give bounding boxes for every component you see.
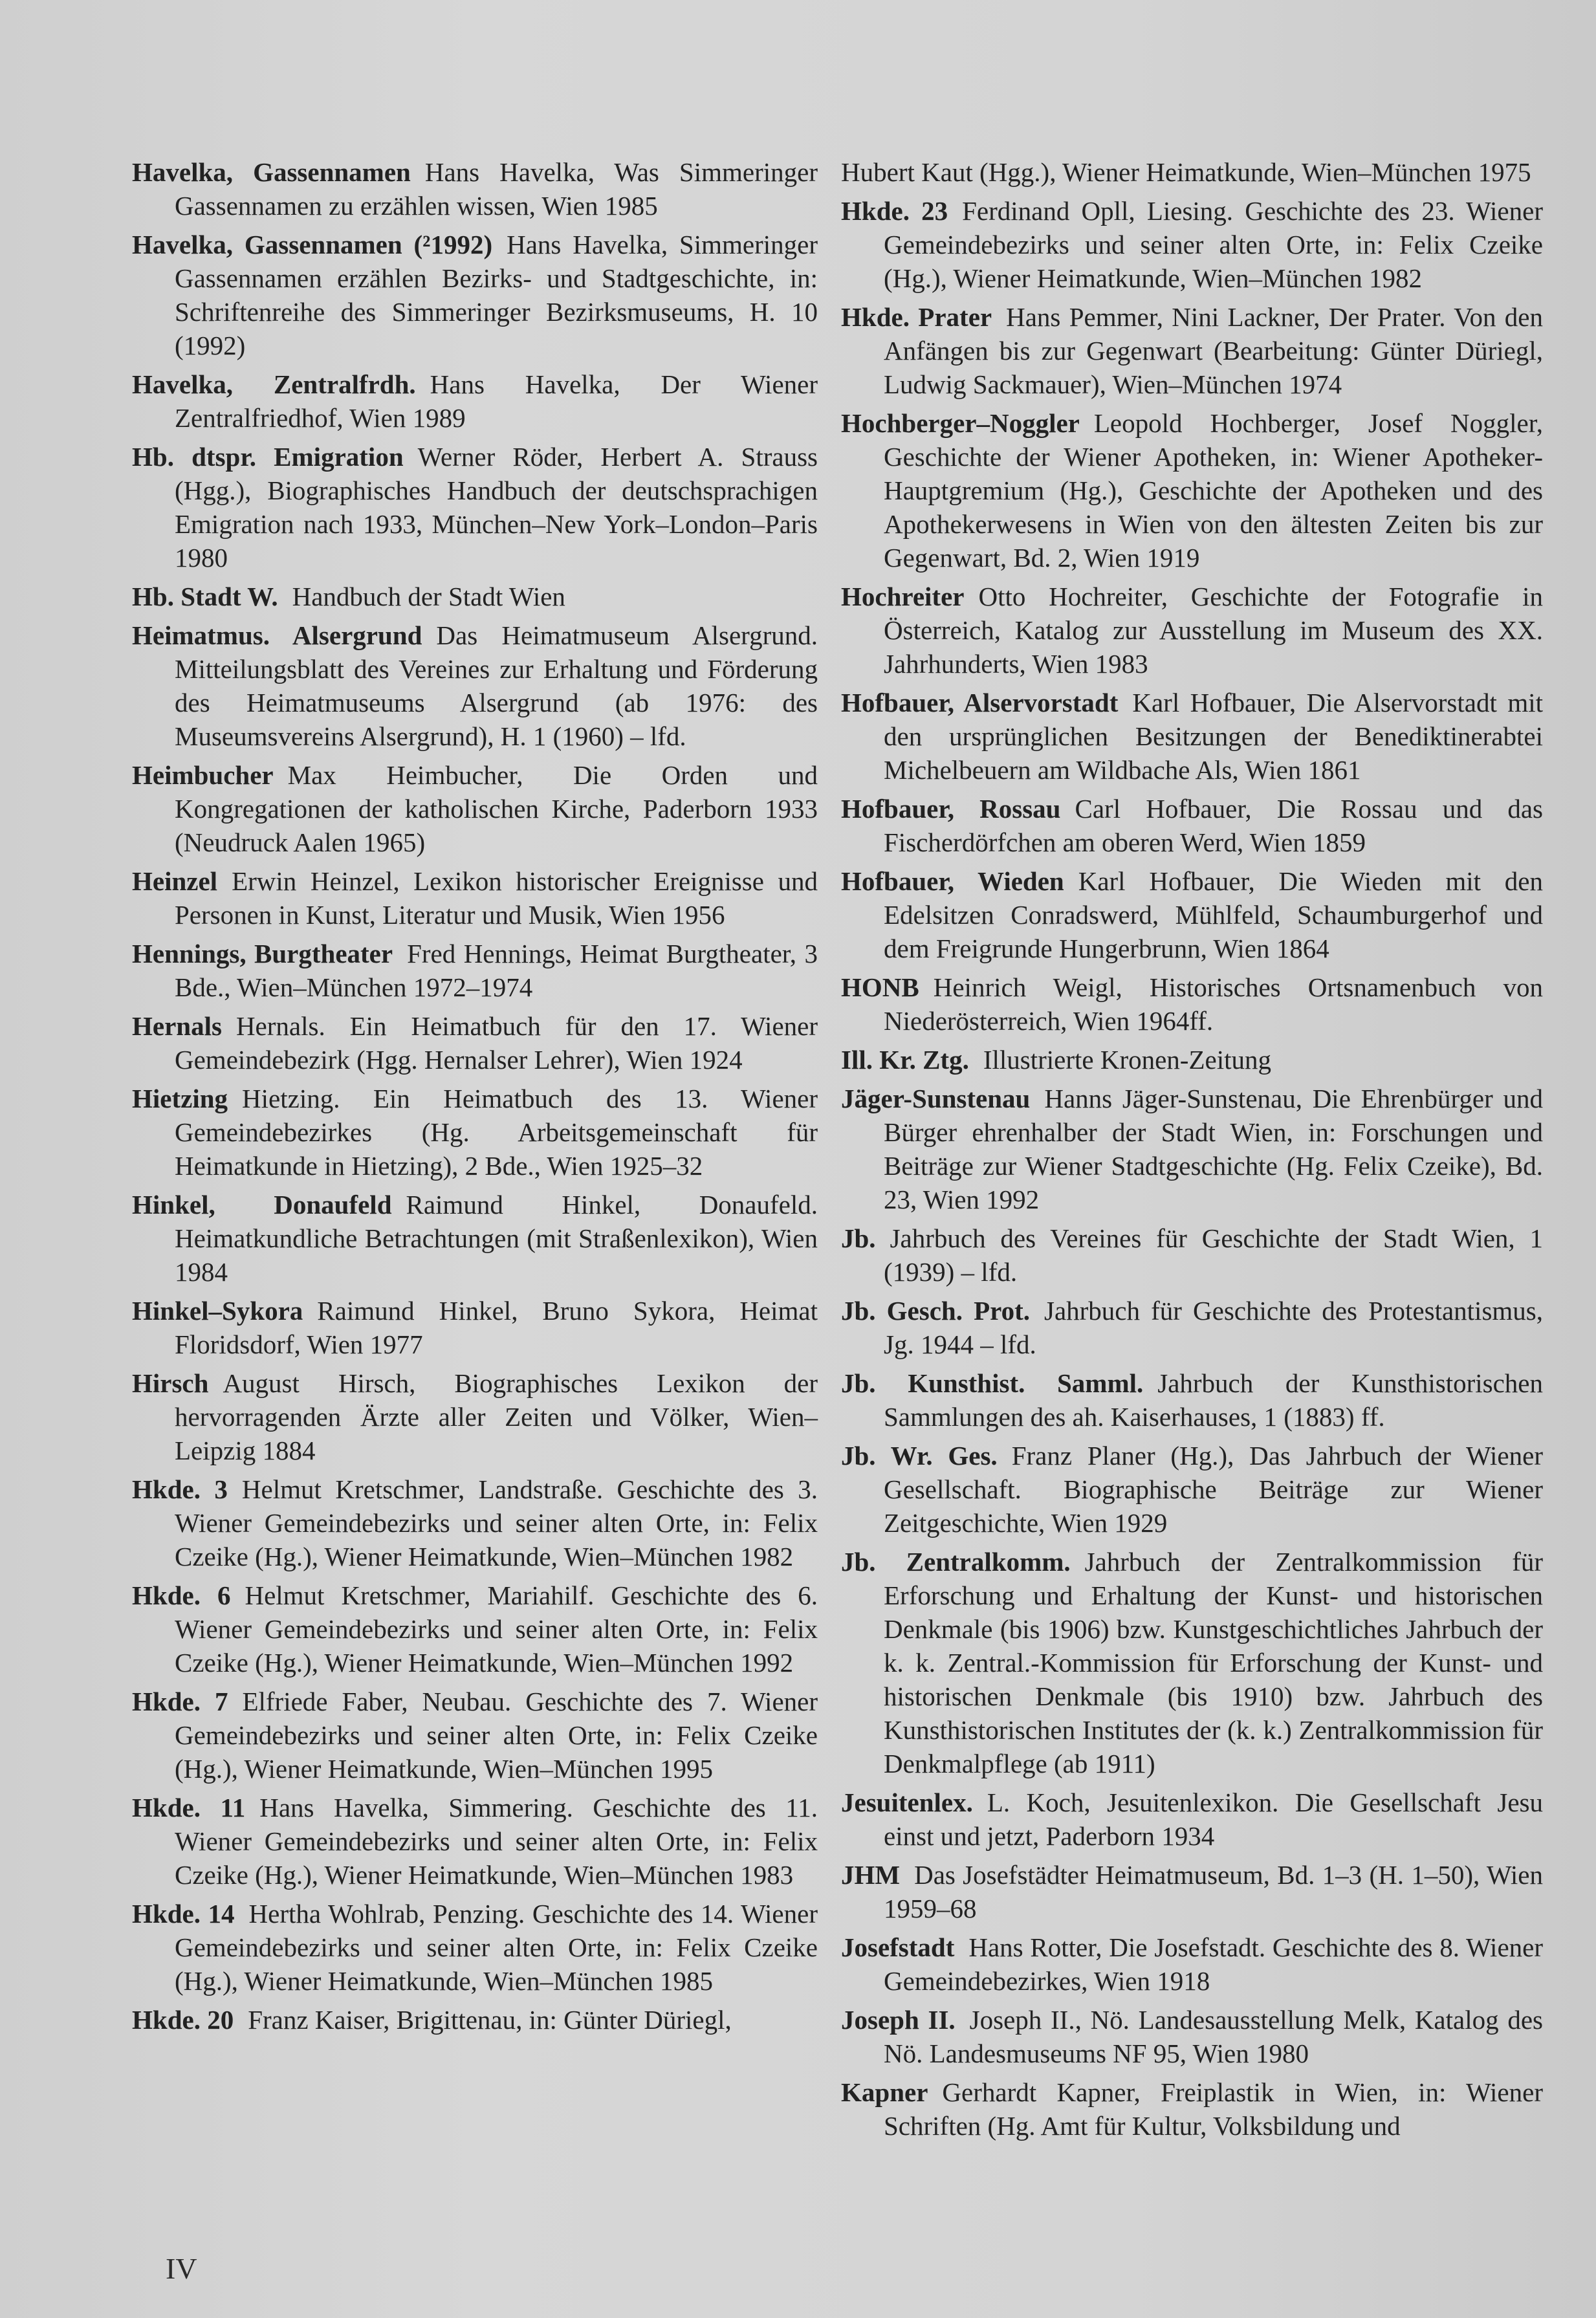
entry-citation: Hanns Jäger-Sunstenau, Die Ehrenbürger und Bürger ehrenhalber der Stadt Wien, in: Forschungen und Beiträge zur Wiener Stadtgeschichte (Hg. Felix Czeike), Bd. 23, Wien 1992 (884, 1084, 1543, 1214)
entry-abbreviation: Hennings, Burgtheater (132, 939, 393, 968)
bibliography-entry (132, 580, 818, 613)
entry-abbreviation: Hofbauer, Alservorstadt (841, 688, 1119, 717)
entry-citation: L. Koch, Jesuitenlexikon. Die Gesellschaft Jesu einst und jetzt, Paderborn 1934 (884, 1788, 1543, 1851)
bibliography-entry (841, 406, 1543, 574)
entry-abbreviation: Heinzel (132, 866, 218, 896)
entry-citation: Jahrbuch der Zentralkommission für Erforschung und Erhaltung der Kunst- und historischen Denkmale (bis 1906) bzw. Kunstgeschichtliches Jahrbuch der k. k. Zentral.-Kommission für Erforschung der Kunst- und historischen Denkmale (bis 1910) bzw. Jahrbuch des Kunsthistorischen Institutes der (k. k.) Zentralkommission für Denkmalpflege (ab 1911) (884, 1547, 1544, 1778)
bibliography-entry (841, 1294, 1543, 1361)
entry-abbreviation: Joseph II. (841, 2005, 956, 2035)
bibliography-entry (132, 1791, 818, 1892)
entry-citation: Das Heimatmuseum Alsergrund. Mitteilungsblatt des Vereines zur Erhaltung und Förderung des Heimatmuseums Alsergrund (ab 1976: des Museumsvereins Alsergrund), H. 1 (1960) – lfd. (175, 620, 818, 751)
entry-citation: Handbuch der Stadt Wien (292, 582, 565, 611)
entry-citation: Jahrbuch des Vereines für Geschichte der Stadt Wien, 1 (1939) – lfd. (884, 1223, 1543, 1287)
bibliography-entry (132, 1009, 818, 1077)
entry-citation: Otto Hochreiter, Geschichte der Fotografie in Österreich, Katalog zur Ausstellung im Museum des XX. Jahrhunderts, Wien 1983 (884, 582, 1543, 679)
entry-abbreviation: Hkde. 3 (132, 1474, 228, 1504)
entry-citation: Hubert Kaut (Hgg.), Wiener Heimatkunde, Wien–München 1975 (841, 157, 1531, 187)
entry-abbreviation: Havelka, Gassennamen (132, 157, 411, 187)
bibliography-entry (132, 1082, 818, 1183)
entry-citation: Jahrbuch der Kunsthistorischen Sammlungen des ah. Kaiserhauses, 1 (1883) ff. (884, 1368, 1543, 1432)
bibliography-entry (841, 1221, 1543, 1289)
entry-citation: Carl Hofbauer, Die Rossau und das Fischerdörfchen am oberen Werd, Wien 1859 (884, 794, 1543, 857)
entry-abbreviation: Hkde. 23 (841, 196, 948, 226)
bibliography-entry (132, 618, 818, 753)
bibliography-entry (132, 1188, 818, 1289)
bibliography-entry (841, 1930, 1543, 1998)
entry-abbreviation: Hkde. Prater (841, 302, 992, 332)
bibliography-entry (841, 194, 1543, 295)
entry-citation: Fred Hennings, Heimat Burgtheater, 3 Bde., Wien–München 1972–1974 (175, 939, 818, 1002)
entry-citation: Karl Hofbauer, Die Wieden mit den Edelsitzen Conradswerd, Mühlfeld, Schaumburgerhof und dem Freigrunde Hungerbrunn, Wien 1864 (884, 866, 1543, 963)
entry-citation: Das Josefstädter Heimatmuseum, Bd. 1–3 (H. 1–50), Wien 1959–68 (884, 1860, 1543, 1923)
entry-abbreviation: Jesuitenlex. (841, 1788, 973, 1817)
entry-citation: Erwin Heinzel, Lexikon historischer Ereignisse und Personen in Kunst, Literatur und Musik, Wien 1956 (175, 866, 818, 930)
entry-citation: Elfriede Faber, Neubau. Geschichte des 7. Wiener Gemeindebezirks und seiner alten Orte, in: Felix Czeike (Hg.), Wiener Heimatkunde, Wien–München 1995 (175, 1687, 818, 1784)
entry-abbreviation: Havelka, Gassennamen (²1992) (132, 230, 493, 259)
entry-citation: Raimund Hinkel, Donaufeld. Heimatkundliche Betrachtungen (mit Straßenlexikon), Wien 1984 (175, 1190, 818, 1287)
entry-abbreviation: Hirsch (132, 1368, 209, 1398)
bibliography-entry (132, 440, 818, 574)
bibliography-entry (841, 155, 1543, 189)
entry-abbreviation: Hochberger–Noggler (841, 408, 1080, 438)
entry-citation: Max Heimbucher, Die Orden und Kongregationen der katholischen Kirche, Paderborn 1933 (Neudruck Aalen 1965) (175, 760, 818, 857)
entry-abbreviation: Hofbauer, Wieden (841, 866, 1064, 896)
entry-citation: Helmut Kretschmer, Mariahilf. Geschichte des 6. Wiener Gemeindebezirks und seiner alten Orte, in: Felix Czeike (Hg.), Wiener Heimatkunde, Wien–München 1992 (175, 1580, 818, 1678)
bibliography-entry (841, 864, 1543, 965)
entry-abbreviation: Hkde. 20 (132, 2005, 234, 2035)
entry-abbreviation: Josefstadt (841, 1932, 955, 1962)
entry-citation: Raimund Hinkel, Bruno Sykora, Heimat Floridsdorf, Wien 1977 (175, 1296, 818, 1359)
entry-citation: Karl Hofbauer, Die Alservorstadt mit den ursprünglichen Besitzungen der Benediktinerabtei Michelbeuern am Wildbache Als, Wien 1861 (884, 688, 1543, 785)
entry-citation: Hans Havelka, Der Wiener Zentralfriedhof, Wien 1989 (175, 369, 818, 433)
bibliography-entry (841, 1366, 1543, 1434)
entry-citation: August Hirsch, Biographisches Lexikon der hervorragenden Ärzte aller Zeiten und Völker, Wien–Leipzig 1884 (175, 1368, 818, 1465)
entry-citation: Leopold Hochberger, Josef Noggler, Geschichte der Wiener Apotheken, in: Wiener Apotheker-Hauptgremium (Hg.), Geschichte der Apotheken und des Apothekerwesens in Wien von den ältesten Zeiten bis zur Gegenwart, Bd. 2, Wien 1919 (884, 408, 1543, 573)
bibliography-entry (132, 1366, 818, 1467)
page-number: IV (166, 2252, 197, 2285)
entry-citation: Werner Röder, Herbert A. Strauss (Hgg.), Biographisches Handbuch der deutschsprachigen Emigration nach 1933, München–New York–London–Paris 1980 (175, 442, 818, 573)
entry-citation: Franz Planer (Hg.), Das Jahrbuch der Wiener Gesellschaft. Biographische Beiträge zur Wiener Zeitgeschichte, Wien 1929 (884, 1441, 1543, 1538)
entry-citation: Hietzing. Ein Heimatbuch des 13. Wiener Gemeindebezirkes (Hg. Arbeitsgemeinschaft für Heimatkunde in Hietzing), 2 Bde., Wien 1925–32 (175, 1084, 818, 1181)
entry-abbreviation: Hb. dtspr. Emigration (132, 442, 404, 472)
entry-citation: Hernals. Ein Heimatbuch für den 17. Wiener Gemeindebezirk (Hgg. Hernalser Lehrer), Wien 1924 (175, 1011, 818, 1075)
bibliography-entry (841, 1043, 1543, 1077)
bibliography-entry (132, 2003, 818, 2037)
bibliography-entry (841, 792, 1543, 859)
entry-abbreviation: Hinkel–Sykora (132, 1296, 303, 1326)
entry-abbreviation: Jb. Wr. Ges. (841, 1441, 998, 1471)
entry-citation: Jahrbuch für Geschichte des Protestantismus, Jg. 1944 – lfd. (884, 1296, 1543, 1359)
entry-abbreviation: Jb. Kunsthist. Samml. (841, 1368, 1144, 1398)
bibliography-entry (132, 155, 818, 223)
entry-abbreviation: Jb. Gesch. Prot. (841, 1296, 1030, 1326)
entry-citation: Helmut Kretschmer, Landstraße. Geschichte des 3. Wiener Gemeindebezirks und seiner alten Orte, in: Felix Czeike (Hg.), Wiener Heimatkunde, Wien–München 1982 (175, 1474, 818, 1571)
bibliography-entry (841, 1439, 1543, 1540)
entry-abbreviation: Ill. Kr. Ztg. (841, 1045, 969, 1075)
bibliography-entry (841, 2075, 1543, 2143)
bibliography-entry (132, 1897, 818, 1998)
entry-citation: Franz Kaiser, Brigittenau, in: Günter Düriegl, (248, 2005, 732, 2035)
entry-abbreviation: Heimatmus. Alsergrund (132, 620, 422, 650)
entry-citation: Heinrich Weigl, Historisches Ortsnamenbuch von Niederösterreich, Wien 1964ff. (884, 972, 1543, 1036)
entry-citation: Hans Rotter, Die Josefstadt. Geschichte des 8. Wiener Gemeindebezirkes, Wien 1918 (884, 1932, 1543, 1996)
bibliography-entry (132, 228, 818, 362)
bibliography-entry (132, 937, 818, 1004)
entry-abbreviation: Hkde. 14 (132, 1899, 235, 1929)
entry-abbreviation: Kapner (841, 2077, 928, 2107)
bibliography-entry (132, 1472, 818, 1573)
bibliography-entry (132, 1579, 818, 1679)
entry-citation: Hertha Wohlrab, Penzing. Geschichte des 14. Wiener Gemeindebezirks und seiner alten Orte, in: Felix Czeike (Hg.), Wiener Heimatkunde, Wien–München 1985 (175, 1899, 818, 1996)
entry-abbreviation: Hkde. 6 (132, 1580, 231, 1610)
entry-citation: Illustrierte Kronen-Zeitung (983, 1045, 1271, 1075)
entry-abbreviation: Jb. Zentralkomm. (841, 1547, 1071, 1577)
bibliography-entry (841, 1082, 1543, 1216)
bibliography-entry (841, 300, 1543, 401)
entry-abbreviation: Hinkel, Donaufeld (132, 1190, 392, 1219)
entry-abbreviation: Hkde. 7 (132, 1687, 228, 1716)
entry-citation: Ferdinand Opll, Liesing. Geschichte des 23. Wiener Gemeindebezirks und seiner alten Orte, in: Felix Czeike (Hg.), Wiener Heimatkunde, Wien–München 1982 (884, 196, 1543, 293)
bibliography-entry (841, 1545, 1543, 1780)
entry-abbreviation: Jäger-Sunstenau (841, 1084, 1031, 1113)
left-column (132, 155, 818, 2042)
entry-citation: Joseph II., Nö. Landesausstellung Melk, Katalog des Nö. Landesmuseums NF 95, Wien 1980 (884, 2005, 1544, 2068)
bibliography-entry (841, 2003, 1543, 2070)
entry-abbreviation: Hietzing (132, 1084, 228, 1113)
bibliography-entry (841, 1858, 1543, 1925)
entry-abbreviation: HONB (841, 972, 919, 1002)
entry-citation: Gerhardt Kapner, Freiplastik in Wien, in: Wiener Schriften (Hg. Amt für Kultur, Volksbildung und (884, 2077, 1543, 2141)
bibliography-entry (132, 758, 818, 859)
bibliography-entry (132, 1685, 818, 1786)
entry-abbreviation: Heimbucher (132, 760, 274, 790)
entry-abbreviation: Hkde. 11 (132, 1793, 246, 1822)
entry-citation: Hans Havelka, Was Simmeringer Gassennamen zu erzählen wissen, Wien 1985 (175, 157, 818, 221)
bibliography-entry (132, 367, 818, 435)
entry-abbreviation: JHM (841, 1860, 901, 1890)
bibliography-entry (841, 686, 1543, 787)
entry-abbreviation: Hb. Stadt W. (132, 582, 278, 611)
entry-abbreviation: Hochreiter (841, 582, 965, 611)
entry-citation: Hans Pemmer, Nini Lackner, Der Prater. Von den Anfängen bis zur Gegenwart (Bearbeitung: Günter Düriegl, Ludwig Sackmauer), Wien–München 1974 (884, 302, 1544, 399)
bibliography-entry (841, 1786, 1543, 1853)
bibliography-entry (841, 970, 1543, 1038)
entry-abbreviation: Hofbauer, Rossau (841, 794, 1061, 824)
entry-citation: Hans Havelka, Simmeringer Gassennamen erzählen Bezirks- und Stadtgeschichte, in: Schriftenreihe des Simmeringer Bezirksmuseums, H. 10 (1992) (175, 230, 818, 360)
bibliography-entry (132, 864, 818, 932)
bibliography-entry (132, 1294, 818, 1361)
entry-abbreviation: Jb. (841, 1223, 876, 1253)
entry-abbreviation: Havelka, Zentralfrdh. (132, 369, 416, 399)
entry-abbreviation: Hernals (132, 1011, 222, 1041)
right-column (841, 155, 1543, 2148)
bibliography-entry (841, 580, 1543, 681)
entry-citation: Hans Havelka, Simmering. Geschichte des 11. Wiener Gemeindebezirks und seiner alten Orte, in: Felix Czeike (Hg.), Wiener Heimatkunde, Wien–München 1983 (175, 1793, 818, 1890)
